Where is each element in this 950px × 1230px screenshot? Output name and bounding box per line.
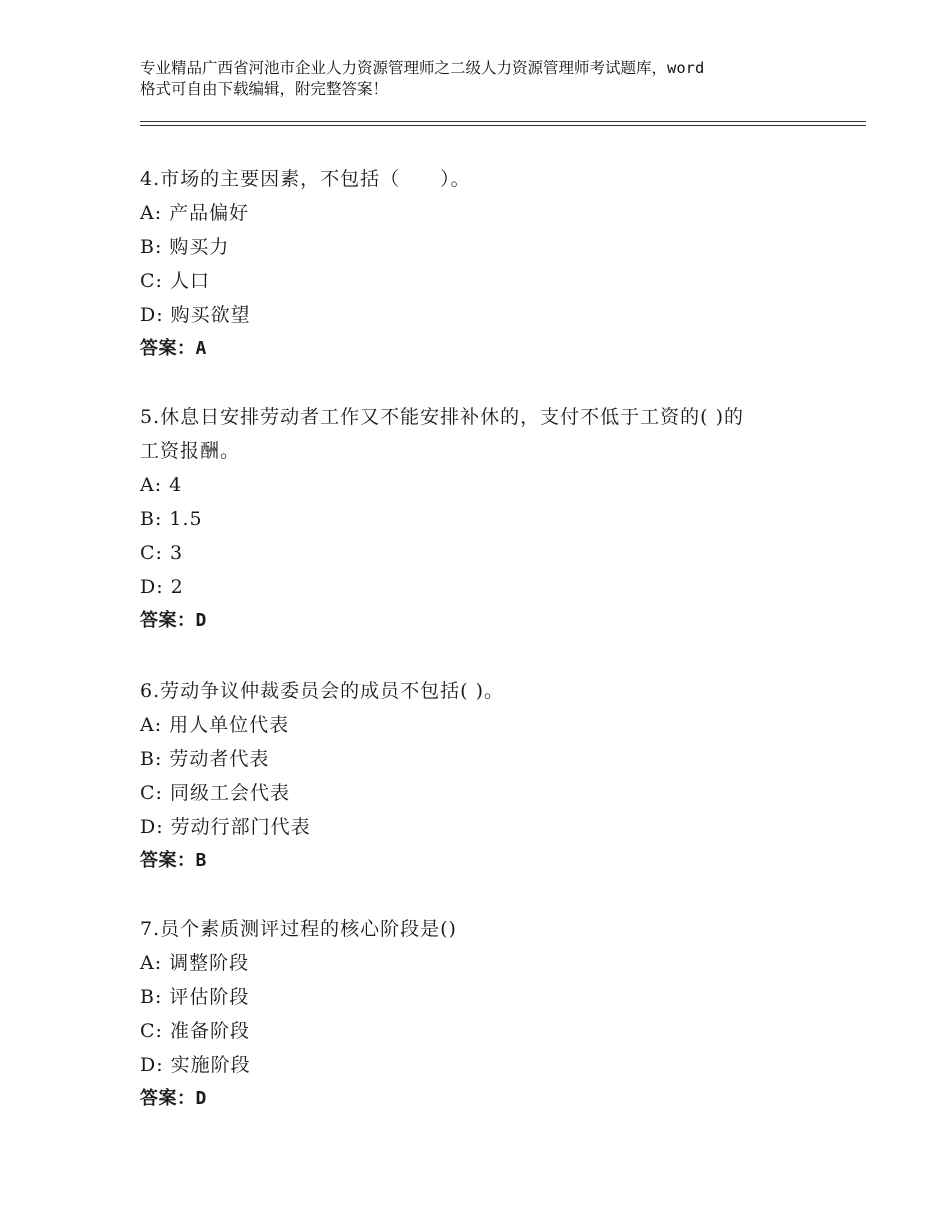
answer-value: D (195, 1088, 207, 1109)
option-d: D: 实施阶段 (140, 1054, 251, 1076)
option-a: A: 用人单位代表 (140, 714, 290, 736)
question-stem: 4.市场的主要因素，不包括（ ）。 (140, 168, 471, 190)
answer-line (140, 604, 820, 638)
option-b: B: 购买力 (140, 236, 230, 258)
answer-value: D (195, 610, 207, 631)
option-c: C: 3 (140, 542, 184, 564)
question-6 (140, 674, 820, 878)
option-d: D: 2 (140, 576, 184, 598)
option-a: A: 调整阶段 (140, 952, 250, 974)
answer-value: B (195, 850, 207, 871)
answer-line (140, 332, 820, 366)
option-b: B: 1.5 (140, 508, 203, 530)
answer-label: 答案： (140, 850, 196, 871)
option-b: B: 劳动者代表 (140, 748, 270, 770)
question-stem: 6.劳动争议仲裁委员会的成员不包括( )。 (140, 680, 504, 702)
header-line-2: 格式可自由下载编辑，附完整答案！ (140, 80, 389, 98)
answer-label: 答案： (140, 338, 196, 359)
question-7 (140, 912, 820, 1116)
answer-label: 答案： (140, 610, 196, 631)
question-stem-line-1: 5.休息日安排劳动者工作又不能安排补休的，支付不低于工资的( )的 (140, 406, 744, 428)
header-divider-top (140, 121, 866, 122)
answer-line (140, 844, 820, 878)
option-d: D: 劳动行部门代表 (140, 816, 311, 838)
option-a: A: 产品偏好 (140, 202, 250, 224)
document-header (140, 58, 830, 100)
answer-line (140, 1082, 820, 1116)
option-c: C: 人口 (140, 270, 210, 292)
header-line-1: 专业精品广西省河池市企业人力资源管理师之二级人力资源管理师考试题库，word (140, 59, 705, 77)
option-c: C: 同级工会代表 (140, 782, 290, 804)
option-a: A: 4 (140, 474, 183, 496)
question-4 (140, 162, 820, 366)
answer-value: A (195, 338, 207, 359)
answer-label: 答案： (140, 1088, 196, 1109)
question-stem: 7.员个素质测评过程的核心阶段是() (140, 918, 457, 940)
header-divider-bottom (140, 125, 866, 126)
option-c: C: 准备阶段 (140, 1020, 250, 1042)
option-d: D: 购买欲望 (140, 304, 251, 326)
option-b: B: 评估阶段 (140, 986, 250, 1008)
question-5 (140, 400, 820, 638)
question-stem-line-2: 工资报酬。 (140, 440, 241, 462)
